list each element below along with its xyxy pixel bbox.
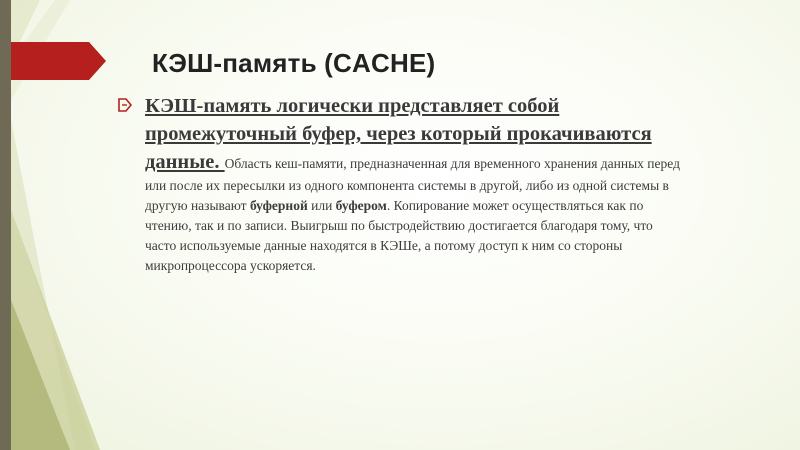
title-accent-arrow (11, 42, 106, 80)
lead-sentence: КЭШ-память логически представляет собой промежуточный буфер, через который прокачиваются данные. (145, 95, 652, 173)
term-buffer-noun: буфером (335, 198, 387, 213)
slide-title: КЭШ-память (CACHE) (152, 48, 436, 78)
arrow-bullet-icon (118, 98, 132, 112)
paragraph-text-1: Область кеш-памяти, предназначенная для временного хранения данных перед или после их пересылки из одного компонента системы в другой, либо из одной системы в другую называют (145, 156, 680, 213)
term-buffer-adjective: буферной (249, 198, 308, 213)
bullet-paragraph (145, 92, 680, 276)
paragraph-text-3: . Копирование может осуществляться как по чтению, так и по записи. Выигрыш по быстродействию достигается благодаря тому, что часто используемые данные находятся в КЭШе, а потому доступ к ним со стороны микропроцессора ускоряется. (145, 198, 653, 273)
paragraph-text-2: или (307, 198, 336, 213)
